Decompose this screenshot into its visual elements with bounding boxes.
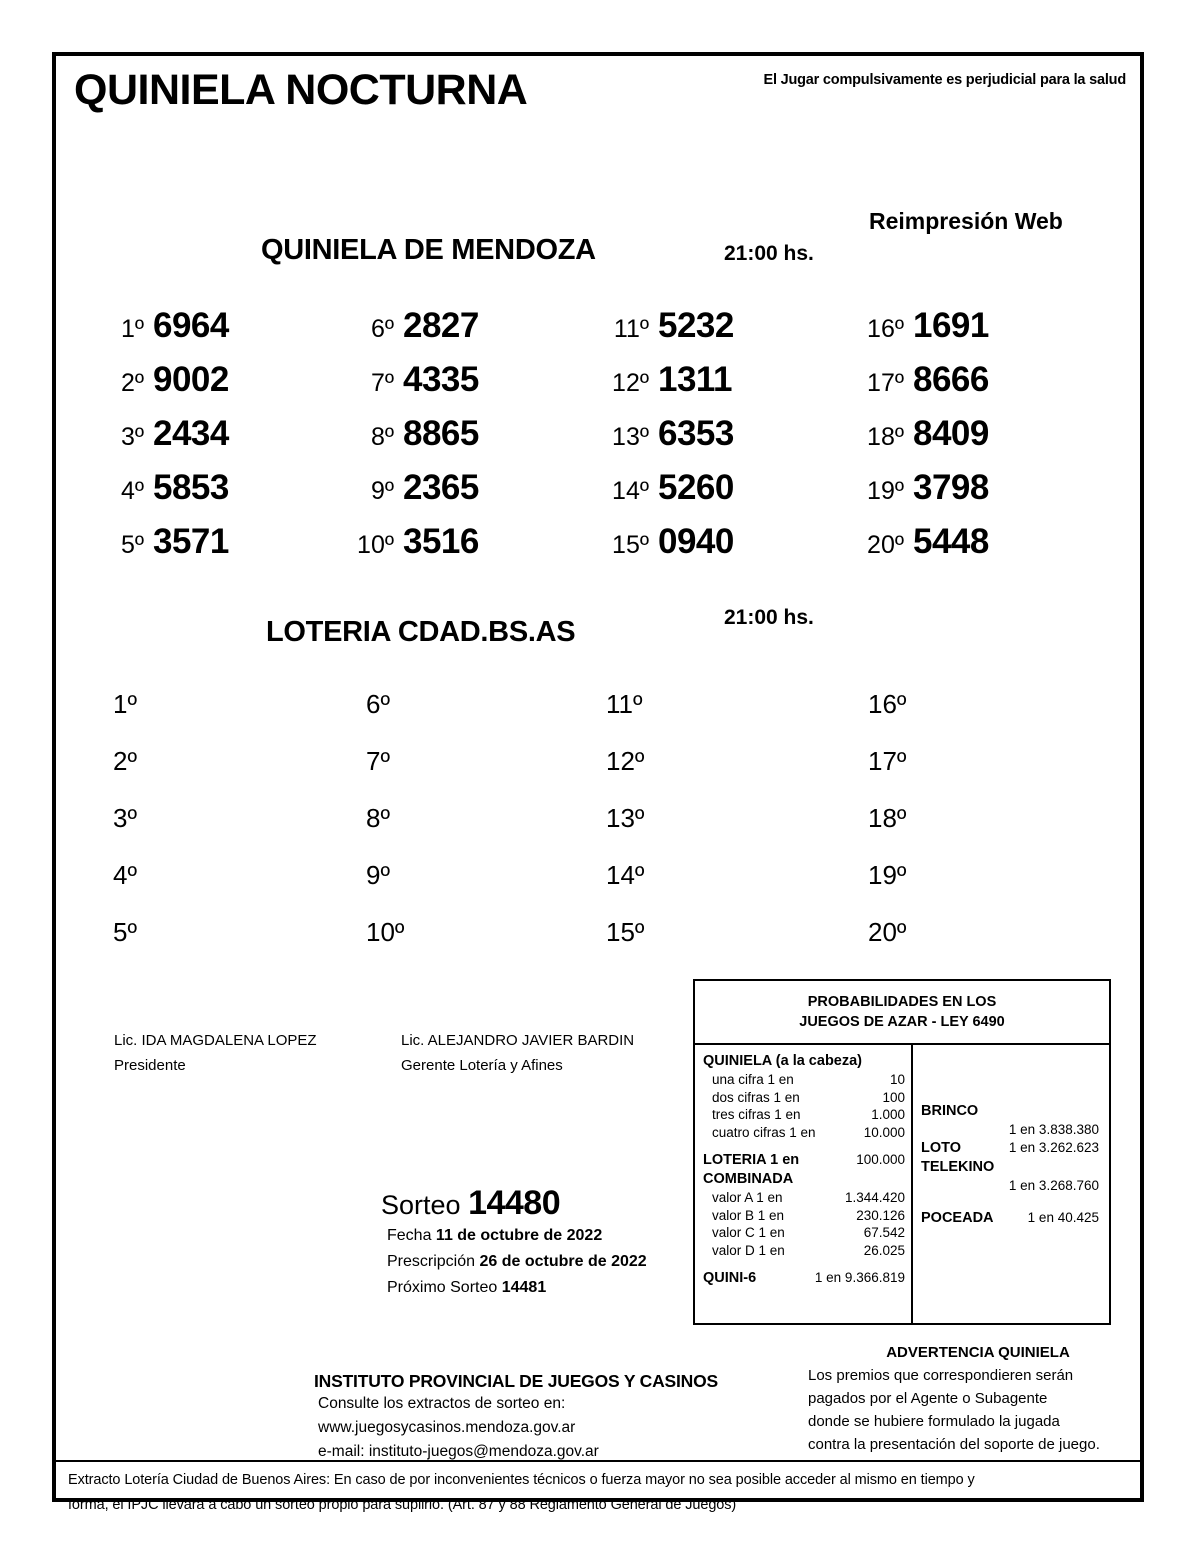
result-cell: [356, 306, 501, 346]
result-number: 5853: [153, 468, 229, 507]
loteria-probability-label: LOTERIA 1 en: [703, 1152, 800, 1168]
result-position: 11º: [613, 315, 649, 343]
result-position: 5º: [120, 531, 144, 559]
result-position: 5º: [113, 917, 137, 947]
game-name: BRINCO: [921, 1103, 979, 1119]
probability-row: [703, 1124, 905, 1142]
result-cell: [601, 414, 756, 454]
result-cell: [868, 860, 1004, 891]
result-cell: [356, 468, 501, 508]
quini6-label: QUINI-6: [703, 1270, 757, 1286]
result-row: [56, 306, 1140, 360]
result-number: 1311: [658, 360, 732, 399]
result-position: 1º: [120, 315, 144, 343]
result-position: 3º: [113, 803, 137, 833]
result-cell: [113, 917, 235, 948]
signature-manager: [401, 1028, 634, 1078]
result-number: 1691: [913, 306, 989, 345]
result-cell: [366, 917, 502, 948]
result-cell: [356, 522, 501, 562]
result-row: [56, 746, 1140, 803]
result-position: 19º: [868, 860, 907, 890]
result-position: 4º: [113, 860, 137, 890]
result-position: 8º: [370, 423, 394, 451]
loteria-probability-value: 100.000: [856, 1152, 905, 1167]
result-cell: [601, 522, 756, 562]
result-position: 16º: [868, 689, 907, 719]
game-value: 1 en 40.425: [1027, 1210, 1099, 1225]
result-position: 19º: [867, 477, 904, 505]
result-position: 11º: [606, 689, 643, 719]
result-number: 0940: [658, 522, 734, 561]
result-number: 8409: [913, 414, 989, 453]
result-cell: [856, 414, 1011, 454]
result-position: 15º: [606, 917, 645, 947]
result-position: 18º: [868, 803, 907, 833]
result-position: 20º: [867, 531, 904, 559]
results-grid-mendoza: [56, 306, 1140, 576]
quiniela-title: QUINIELA (a la cabeza): [703, 1053, 863, 1069]
probability-row: [703, 1071, 905, 1089]
game-probability-brinco: [921, 1102, 1101, 1139]
footer-disclaimer: [68, 1468, 1128, 1518]
result-number: 3798: [913, 468, 989, 507]
footer-line: forma, el IPJC llevará a cabo un sorteo propio para suplirlo. (Art. 87 y 88 Reglamento General de Juegos): [68, 1497, 737, 1513]
quini6-row: [703, 1268, 905, 1288]
result-cell: [113, 860, 235, 891]
result-position: 14º: [612, 477, 649, 505]
result-position: 6º: [370, 315, 394, 343]
result-cell: [606, 803, 742, 834]
probability-row: [703, 1224, 905, 1242]
result-position: 13º: [612, 423, 649, 451]
result-cell: [868, 803, 1004, 834]
result-number: 5232: [658, 306, 734, 345]
result-number: 5260: [658, 468, 734, 507]
result-cell: [868, 917, 1004, 948]
result-position: 17º: [868, 746, 907, 776]
result-cell: [856, 468, 1011, 508]
advertencia-block: [808, 1344, 1148, 1456]
probabilities-heading-line2: JUEGOS DE AZAR - LEY 6490: [799, 1014, 1005, 1030]
game-probability-poceada: [921, 1209, 1101, 1228]
game-probability-telekino: [921, 1158, 1101, 1195]
signature-name: Lic. IDA MAGDALENA LOPEZ: [114, 1032, 317, 1049]
signature-president: [114, 1028, 317, 1078]
result-position: 17º: [867, 369, 904, 397]
result-number: 5448: [913, 522, 989, 561]
advertencia-line: contra la presentación del soporte de juego.: [808, 1436, 1100, 1453]
probability-label: cuatro cifras 1 en: [712, 1124, 816, 1140]
game-name: LOTO: [921, 1140, 962, 1156]
result-cell: [606, 860, 742, 891]
probabilities-right-column: [913, 1045, 1109, 1323]
result-cell: [606, 746, 742, 777]
probabilities-left-column: [695, 1045, 913, 1323]
result-row: [56, 414, 1140, 468]
result-cell: [366, 803, 488, 834]
result-cell: [106, 306, 251, 346]
game-value: 1 en 3.838.380: [1008, 1122, 1099, 1137]
result-position: 15º: [612, 531, 649, 559]
result-position: 13º: [606, 803, 645, 833]
result-number: 8666: [913, 360, 989, 399]
game-name: POCEADA: [921, 1210, 994, 1226]
result-cell: [113, 803, 235, 834]
probability-label: valor D 1 en: [712, 1242, 785, 1258]
result-number: 2827: [403, 306, 479, 345]
probability-value: 1.344.420: [844, 1190, 905, 1205]
next-draw-value: 14481: [501, 1279, 547, 1296]
result-cell: [356, 360, 501, 400]
result-row: [56, 522, 1140, 576]
advertencia-title: ADVERTENCIA QUINIELA: [886, 1344, 1070, 1361]
institute-block: [314, 1371, 718, 1464]
result-row: [56, 468, 1140, 522]
result-cell: [856, 522, 1011, 562]
result-cell: [113, 746, 235, 777]
next-draw-line: [381, 1275, 647, 1301]
probability-value: 100: [882, 1089, 905, 1105]
result-position: 12º: [606, 746, 645, 776]
result-position: 12º: [612, 369, 649, 397]
result-position: 2º: [113, 746, 137, 776]
result-cell: [106, 414, 251, 454]
draw-prescription-label: Prescripción: [387, 1253, 476, 1270]
result-position: 1º: [113, 689, 137, 719]
draw-date-value: 11 de octubre de 2022: [435, 1227, 603, 1244]
result-cell: [868, 746, 1004, 777]
results-grid-loteria: [56, 689, 1140, 974]
draw-number-line: [381, 1184, 647, 1223]
result-cell: [606, 917, 742, 948]
result-number: 9002: [153, 360, 229, 399]
institute-email[interactable]: e-mail: instituto-juegos@mendoza.gov.ar: [318, 1443, 599, 1460]
result-number: 4335: [403, 360, 479, 399]
probability-row: [703, 1242, 905, 1260]
probability-label: valor A 1 en: [712, 1190, 783, 1205]
probability-label: valor C 1 en: [712, 1225, 785, 1240]
page-title: QUINIELA NOCTURNA: [74, 66, 528, 114]
probability-row: [703, 1106, 905, 1124]
result-number: 6353: [658, 414, 734, 453]
section-time-loteria: 21:00 hs.: [724, 606, 814, 629]
section-title-loteria: LOTERIA CDAD.BS.AS: [266, 616, 576, 648]
result-position: 8º: [366, 803, 390, 833]
advertencia-line: Los premios que correspondieren serán: [808, 1367, 1074, 1384]
result-position: 9º: [366, 860, 390, 890]
game-value: 1 en 3.268.760: [1008, 1178, 1099, 1193]
probability-value: 26.025: [863, 1242, 905, 1258]
spacer: [921, 1052, 1101, 1102]
institute-website[interactable]: www.juegosycasinos.mendoza.gov.ar: [318, 1419, 576, 1436]
result-position: 10º: [357, 531, 394, 559]
advertencia-line: pagados por el Agente o Subagente: [808, 1390, 1048, 1407]
result-number: 6964: [153, 306, 229, 345]
probabilities-heading-line1: PROBABILIDADES EN LOS: [807, 994, 997, 1010]
result-position: 6º: [366, 689, 390, 719]
result-position: 16º: [867, 315, 904, 343]
spacer: [703, 1141, 905, 1150]
signature-role: Gerente Lotería y Afines: [401, 1057, 563, 1074]
result-cell: [868, 689, 1004, 720]
result-position: 10º: [366, 917, 405, 947]
result-cell: [856, 306, 1011, 346]
result-position: 2º: [120, 369, 144, 397]
result-cell: [106, 360, 251, 400]
reprint-badge: Reimpresión Web: [869, 208, 1063, 234]
probability-label: valor B 1 en: [712, 1207, 785, 1223]
result-cell: [606, 689, 741, 720]
result-number: 8865: [403, 414, 479, 453]
draw-label: Sorteo: [381, 1190, 461, 1220]
section-title-mendoza: QUINIELA DE MENDOZA: [261, 234, 596, 266]
result-position: 7º: [366, 746, 390, 776]
result-position: 20º: [868, 917, 907, 947]
combinada-title: COMBINADA: [703, 1171, 794, 1187]
institute-consult-line: Consulte los extractos de sorteo en:: [318, 1395, 566, 1412]
probabilities-heading: [695, 981, 1109, 1045]
probability-value: 10: [889, 1072, 905, 1087]
result-number: 3571: [153, 522, 229, 561]
probability-value: 230.126: [856, 1207, 905, 1223]
probabilities-box: [693, 979, 1111, 1325]
quini6-value: 1 en 9.366.819: [814, 1270, 905, 1285]
result-cell: [356, 414, 501, 454]
result-position: 9º: [370, 477, 394, 505]
game-name: TELEKINO: [921, 1159, 995, 1175]
next-draw-label: Próximo Sorteo: [387, 1279, 498, 1296]
result-position: 14º: [606, 860, 645, 890]
result-cell: [366, 689, 488, 720]
game-probability-loto: [921, 1139, 1101, 1158]
draw-info: [381, 1184, 647, 1301]
institute-title: INSTITUTO PROVINCIAL DE JUEGOS Y CASINOS: [314, 1371, 718, 1391]
section-header-loteria: [56, 606, 1140, 646]
probability-value: 10.000: [863, 1124, 905, 1140]
probability-label: una cifra 1 en: [712, 1072, 794, 1087]
result-position: 4º: [120, 477, 144, 505]
extract-page: [52, 52, 1144, 1513]
result-number: 3516: [403, 522, 479, 561]
result-row: [56, 689, 1140, 746]
result-cell: [856, 360, 1011, 400]
probability-value: 1.000: [871, 1107, 905, 1122]
loteria-probability-row: [703, 1150, 905, 1170]
result-row: [56, 860, 1140, 917]
result-position: 18º: [867, 423, 904, 451]
draw-date-label: Fecha: [387, 1227, 432, 1244]
result-cell: [601, 360, 756, 400]
signature-role: Presidente: [114, 1057, 186, 1074]
result-cell: [601, 306, 756, 346]
draw-prescription-value: 26 de octubre de 2022: [479, 1253, 647, 1270]
game-value: 1 en 3.262.623: [1008, 1140, 1099, 1155]
probability-label: tres cifras 1 en: [712, 1107, 801, 1122]
advertencia-line: donde se hubiere formulado la jugada: [808, 1413, 1060, 1430]
result-cell: [366, 746, 488, 777]
result-row: [56, 917, 1140, 974]
signature-name: Lic. ALEJANDRO JAVIER BARDIN: [401, 1032, 635, 1049]
result-number: 2365: [403, 468, 479, 507]
result-cell: [113, 689, 235, 720]
probability-row: [703, 1207, 905, 1225]
section-header-mendoza: [56, 208, 1140, 266]
result-row: [56, 360, 1140, 414]
result-cell: [106, 522, 251, 562]
result-position: 3º: [120, 423, 144, 451]
gambling-warning: El Jugar compulsivamente es perjudicial para la salud: [763, 72, 1126, 88]
probability-row: [703, 1089, 905, 1107]
result-cell: [366, 860, 488, 891]
probability-label: dos cifras 1 en: [712, 1089, 800, 1105]
spacer: [703, 1259, 905, 1268]
spacer: [921, 1195, 1101, 1209]
section-time-mendoza: 21:00 hs.: [724, 242, 814, 265]
result-cell: [601, 468, 756, 508]
result-position: 7º: [370, 369, 394, 397]
result-number: 2434: [153, 414, 229, 453]
draw-prescription-line: [381, 1249, 647, 1275]
result-row: [56, 803, 1140, 860]
draw-number: 14480: [468, 1184, 561, 1222]
draw-date-line: [381, 1223, 647, 1249]
probability-value: 67.542: [863, 1225, 905, 1240]
footer-divider: [56, 1460, 1140, 1462]
footer-line: Extracto Lotería Ciudad de Buenos Aires: En caso de por inconvenientes técnicos o fuerza mayor no sea posible acceder al mismo en tiempo y: [68, 1472, 975, 1488]
result-cell: [106, 468, 251, 508]
probability-row: [703, 1189, 905, 1207]
